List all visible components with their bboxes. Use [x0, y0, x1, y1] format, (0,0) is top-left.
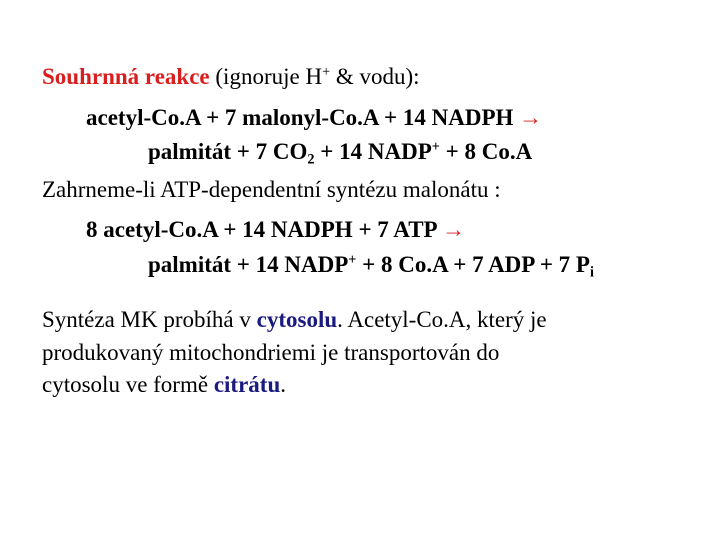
cytosol-highlight: cytosolu — [256, 307, 338, 332]
arrow-right-icon: → — [519, 105, 543, 130]
summary-heading-line — [42, 62, 420, 92]
paragraph-line-1: Syntéza MK probíhá v cytosolu. Acetyl-Co.A, který je — [42, 307, 547, 332]
equation-1-left: acetyl-Co.A + 7 malonyl-Co.A + 14 NADPH → — [86, 105, 543, 130]
paragraph-line-2: produkovaný mitochondriemi je transportován do — [42, 340, 500, 365]
equation-2-right: palmitát + 14 NADP+ + 8 Co.A + 7 ADP + 7 $P_i$ — [148, 252, 594, 281]
arrow-right-icon: → — [442, 217, 466, 242]
atp-intro: Zahrneme-li ATP-dependentní syntézu malonátu : — [42, 177, 501, 202]
citrate-highlight: citrátu — [213, 372, 281, 397]
equation-2-left: 8 acetyl-Co.A + 14 NADPH + 7 ATP → — [86, 217, 466, 242]
summary-note: (ignoruje H+ & vodu): — [209, 64, 420, 89]
equation-1-right: palmitát + 7 $CO_2 + 14$ NADP+ + 8 Co.A — [148, 139, 533, 168]
summary-heading: Souhrnná reakce — [42, 64, 210, 89]
paragraph-line-3: cytosolu ve formě citrátu. — [42, 372, 286, 397]
